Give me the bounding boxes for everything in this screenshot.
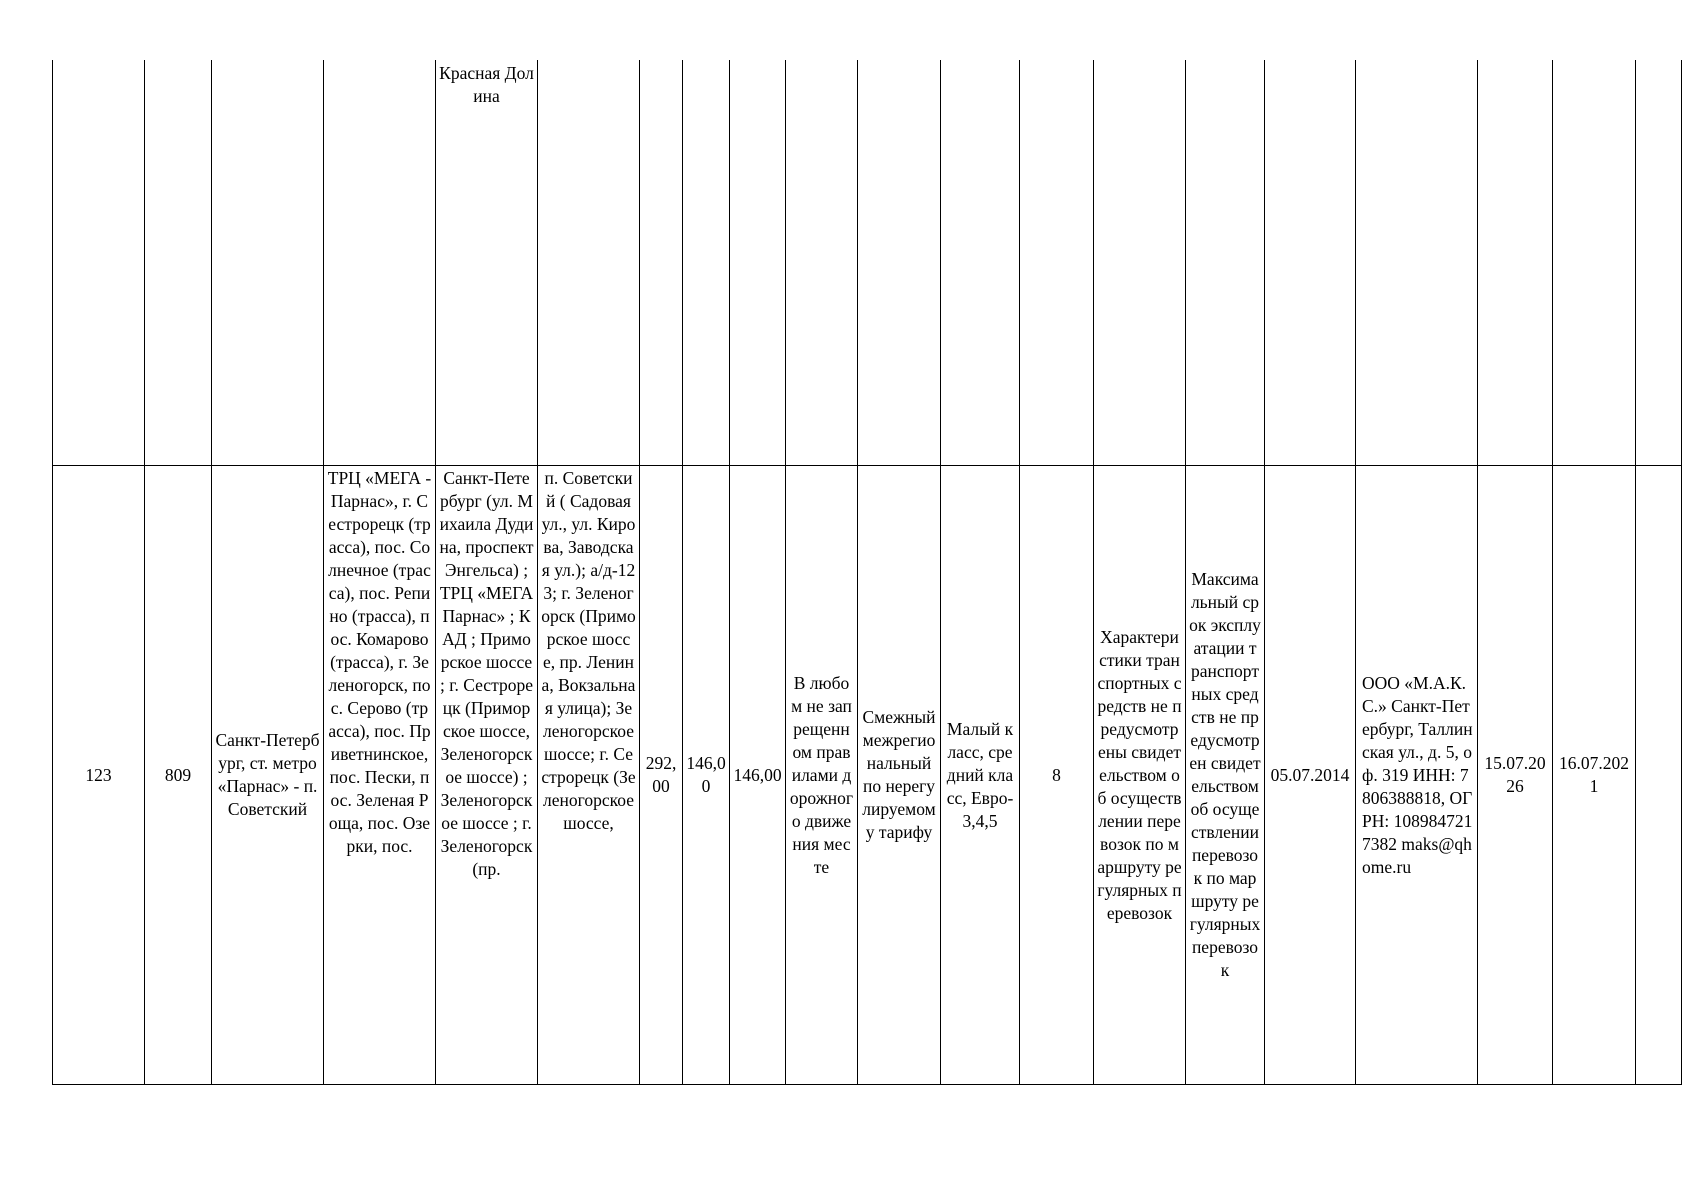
carrier-info: ООО «М.А.К.С.» Санкт-Петербург, Таллинская ул., д. 5, оф. 319 ИНН: 7806388818, ОГРН: 1089847217382 maks@qhome.ru: [1362, 672, 1473, 877]
cell-empty: [212, 60, 324, 466]
route-name: Санкт-Петербург, ст. метро «Парнас» - п. Советский: [215, 730, 320, 819]
boarding-procedure: В любом не запрещенном правилами дорожного движения месте: [789, 672, 854, 877]
start-date: 05.07.2014: [1270, 764, 1350, 785]
change-date: 16.07.2021: [1559, 753, 1629, 796]
end-date: 15.07.2026: [1484, 753, 1546, 796]
stops-continuation-text: Красная Долина: [439, 63, 534, 106]
route-length-backward: 146,00: [733, 764, 782, 785]
vehicle-class: Малый класс, средний класс, Евро-3,4,5: [946, 718, 1014, 831]
cell-extra: [1636, 466, 1682, 1085]
cell-empty: [538, 60, 640, 466]
cell-end-date: [1478, 466, 1553, 1085]
registry-table: [52, 60, 1682, 1085]
cell-empty: [1636, 60, 1682, 466]
vehicle-characteristics: Характеристики транспортных средств не предусмотрены свидетельством об осуществлении перевозок по маршруту регулярных перевозок: [1097, 626, 1182, 923]
streets-backward: п. Советский ( Садовая ул., ул. Кирова, Заводская ул.); а/д-123; г. Зеленогорск (Приморское шоссе, пр. Ленина, Вокзальная улица); Зеленогорское шоссе; г. Сестрорецк (Зеленогорское шоссе,: [541, 468, 636, 833]
cell-route-number: [145, 466, 212, 1085]
cell-empty: [730, 60, 786, 466]
cell-empty: [1020, 60, 1094, 466]
cell-route-name: [212, 466, 324, 1085]
route-number: 809: [164, 764, 192, 785]
cell-change-date: [1553, 466, 1636, 1085]
cell-empty: [53, 60, 145, 466]
cell-length-forward: [683, 466, 730, 1085]
cell-length: [640, 466, 683, 1085]
max-service-life: Максимальный срок эксплуатации транспортных средств не предусмотрен свидетельством об осуществлении перевозок по маршруту регулярных перевозок: [1189, 569, 1261, 980]
cell-carrier: [1356, 466, 1478, 1085]
cell-empty: [1553, 60, 1636, 466]
intermediate-stops: ТРЦ «МЕГА - Парнас», г. Сестрорецк (трасса), пос. Солнечное (трасса), пос. Репино (трасса), пос. Комарово (трасса), г. Зеленогорск, пос. Серово (трасса), пос. Приветнинское, пос. Пески, пос. Зеленая Роща, пос. Озерки, пос.: [327, 468, 432, 856]
cell-empty: [145, 60, 212, 466]
cell-empty: [1478, 60, 1553, 466]
table-row: [53, 466, 1682, 1085]
streets-forward: Санкт-Петербург (ул. Михаила Дудина, проспект Энгельса) ; ТРЦ «МЕГА Парнас» ; КАД ; Приморское шоссе ; г. Сестрорецк (Приморское шоссе,Зеленогорское шоссе) ; Зеленогорское шоссе ; г. Зеленогорск (пр.: [439, 468, 534, 879]
cell-empty: [941, 60, 1020, 466]
cell-empty: [324, 60, 436, 466]
reg-number: 123: [85, 764, 112, 785]
cell-empty: [1094, 60, 1186, 466]
cell-empty: [858, 60, 941, 466]
cell-empty: [683, 60, 730, 466]
cell-max-service-life: [1186, 466, 1265, 1085]
table-row-previous: [53, 60, 1682, 466]
cell-stops-continuation: [436, 60, 538, 466]
route-type: Смежный межрегиональный по нерегулируемому тарифу: [862, 707, 936, 842]
cell-empty: [1186, 60, 1265, 466]
cell-start-date: [1265, 466, 1356, 1085]
cell-vehicle-characteristics: [1094, 466, 1186, 1085]
cell-reg-number: [53, 466, 145, 1085]
cell-vehicle-count: [1020, 466, 1094, 1085]
cell-vehicle-class: [941, 466, 1020, 1085]
cell-intermediate-stops: [324, 466, 436, 1085]
cell-empty: [1356, 60, 1478, 466]
route-length-forward: 146,00: [686, 753, 726, 796]
cell-empty: [640, 60, 683, 466]
route-length: 292,00: [645, 753, 677, 796]
cell-route-type: [858, 466, 941, 1085]
cell-streets-backward: [538, 466, 640, 1085]
cell-length-backward: [730, 466, 786, 1085]
cell-streets-forward: [436, 466, 538, 1085]
vehicle-count: 8: [1052, 764, 1061, 785]
cell-empty: [1265, 60, 1356, 466]
cell-empty: [786, 60, 858, 466]
cell-boarding-procedure: [786, 466, 858, 1085]
